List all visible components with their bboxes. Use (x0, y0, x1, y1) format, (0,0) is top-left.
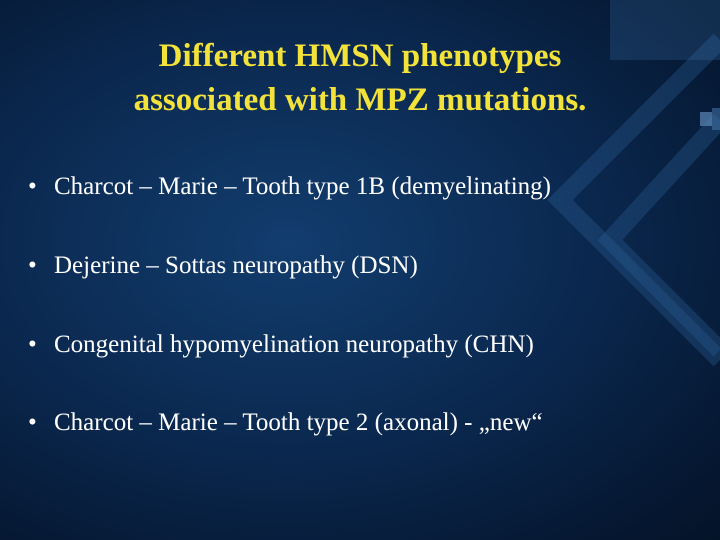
bullet-item-chn (28, 330, 708, 360)
title-line-2: associated with MPZ mutations. (133, 82, 587, 118)
bullet-text: Congenital hypomyelination neuropathy (CHN) (54, 331, 534, 358)
bullet-text: Dejerine – Sottas neuropathy (DSN) (54, 252, 418, 279)
title-line-1: Different HMSN phenotypes (158, 38, 562, 74)
bullet-text: Charcot – Marie – Tooth type 1B (demyelinating) (54, 173, 551, 200)
slide-title (0, 34, 720, 122)
bullet-item-cmt1b (28, 172, 708, 202)
bullet-item-dsn (28, 251, 708, 281)
bullet-dot: • (28, 409, 37, 436)
bullet-dot: • (28, 173, 37, 200)
bullet-text: Charcot – Marie – Tooth type 2 (axonal) - „new“ (54, 409, 543, 436)
bullet-dot: • (28, 252, 37, 279)
bullet-dot: • (28, 331, 37, 358)
bullet-item-cmt2 (28, 408, 708, 438)
